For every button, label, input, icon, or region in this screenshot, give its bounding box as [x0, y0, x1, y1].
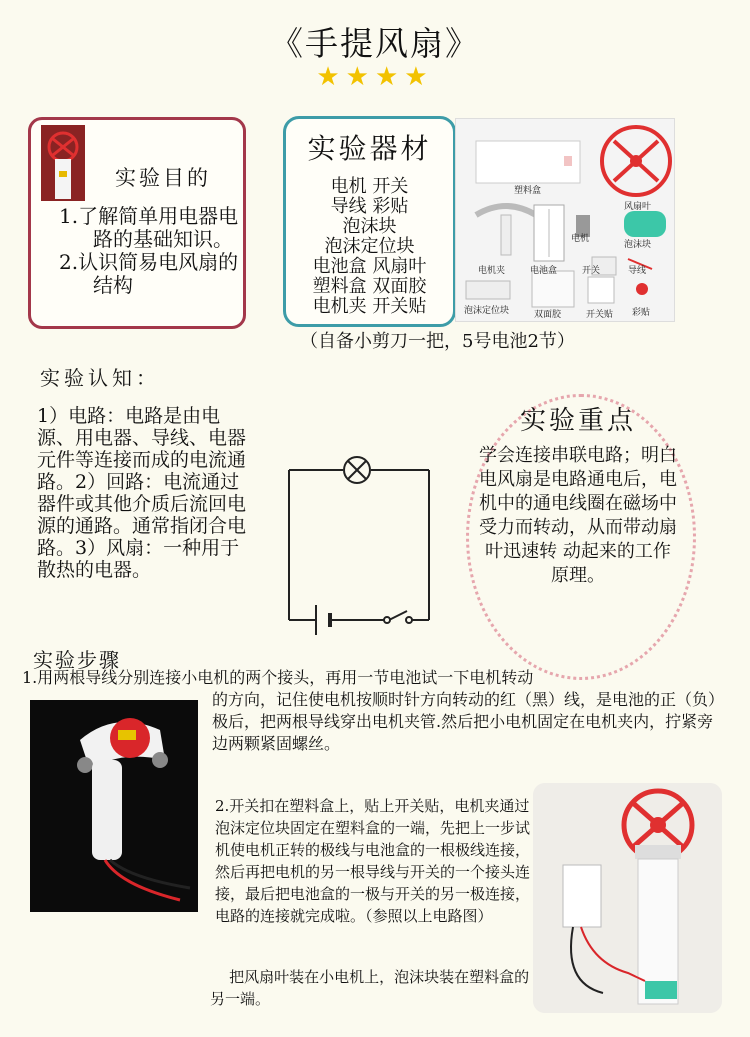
photo-label-battery: 电池盒 — [530, 266, 558, 276]
materials-heading: 实验器材 — [307, 132, 432, 165]
fan-thumbnail-image — [41, 125, 85, 201]
materials-line: 电池盒 风扇叶 — [312, 256, 427, 277]
bulb-symbol — [344, 457, 370, 483]
steps-heading: 实验步骤 — [33, 648, 121, 672]
goal-list — [59, 205, 239, 297]
goal-box — [28, 117, 246, 329]
goal-item-2: 2.认识简易电风扇的结构 — [59, 250, 239, 297]
materials-line: 泡沫定位块 — [324, 236, 415, 257]
materials-note: （自备小剪刀一把，5号电池2节） — [300, 331, 575, 352]
difficulty-stars: ★★★★ — [316, 62, 434, 92]
photo-label-switch: 开关 — [582, 266, 601, 276]
photo-label-foam-pos: 泡沫定位块 — [464, 306, 510, 316]
cognition-text: 1）电路：电路是由电源、用电器、导线、电器元件等连接而成的电流通路。2）回路：电流通过器件或其他介质后流回电源的通路。通常指闭合电路。3）风扇：一种用于散热的电器。 — [37, 405, 247, 581]
step1-text: 的方向，记住使电机按顺时针方向转动的红（黑）线，是电池的正（负）极后，把两根导线穿出电机夹管.然后把小电机固定在电机夹内，拧紧旁边两颗紧固螺丝。 — [212, 690, 725, 753]
photo-label-blade: 风扇叶 — [624, 202, 652, 212]
photo-label-tape: 双面胶 — [534, 310, 562, 320]
motor-clip-photo — [30, 700, 198, 912]
step2-text: 2.开关扣在塑料盒上，贴上开关贴，电机夹通过泡沫定位块固定在塑料盒的一端，先把上一步试机使电机正转的极线与电池盒的一根极线连接，然后再把电机的另一根导线与开关的一个接头连接，最后把电池盒的一极与开关的另一极连接，电路的连接就完成啦。（参照以上电路图） — [215, 797, 531, 925]
page-title: 《手提风扇》 — [270, 24, 480, 63]
goal-heading: 实验目的 — [115, 166, 211, 190]
focus-heading: 实验重点 — [519, 406, 636, 436]
step3-body: 把风扇叶装在小电机上，泡沫块装在塑料盒的另一端。 — [210, 968, 530, 1008]
materials-line: 泡沫块 — [342, 216, 397, 237]
battery-symbol — [316, 605, 330, 635]
materials-photo — [455, 118, 675, 322]
switch-symbol — [384, 617, 412, 623]
materials-line: 导线 彩贴 — [330, 196, 409, 217]
materials-line: 塑料盒 双面胶 — [312, 276, 427, 297]
materials-list — [286, 177, 453, 317]
materials-line: 电机夹 开关贴 — [312, 296, 427, 317]
circuit-diagram — [285, 455, 435, 639]
photo-label-foam: 泡沫块 — [624, 240, 652, 250]
photo-label-box: 塑料盒 — [514, 186, 542, 196]
focus-text: 学会连接串联电路；明白电风扇是电路通电后，电机中的通电线圈在磁场中受力而转动，从而带动扇叶迅速转 动起来的工作原理。 — [479, 445, 677, 586]
cognition-heading: 实验认知： — [40, 366, 160, 390]
photo-label-switch-sticker: 开关贴 — [586, 310, 614, 320]
step1-line1: 1.用两根导线分别连接小电机的两个接头，再用一节电池试一下电机转动 — [22, 668, 534, 687]
materials-box — [283, 116, 456, 327]
step3-text — [210, 966, 535, 1010]
photo-label-wire: 导线 — [628, 266, 647, 276]
goal-item-1: 1.了解简单用电器电路的基础知识。 — [59, 204, 239, 251]
assembled-fan-photo — [533, 783, 722, 1013]
photo-label-sticker: 彩贴 — [632, 308, 651, 318]
materials-line: 电机 开关 — [330, 176, 409, 197]
photo-label-clip: 电机夹 — [478, 266, 506, 276]
photo-label-motor: 电机 — [571, 234, 590, 244]
